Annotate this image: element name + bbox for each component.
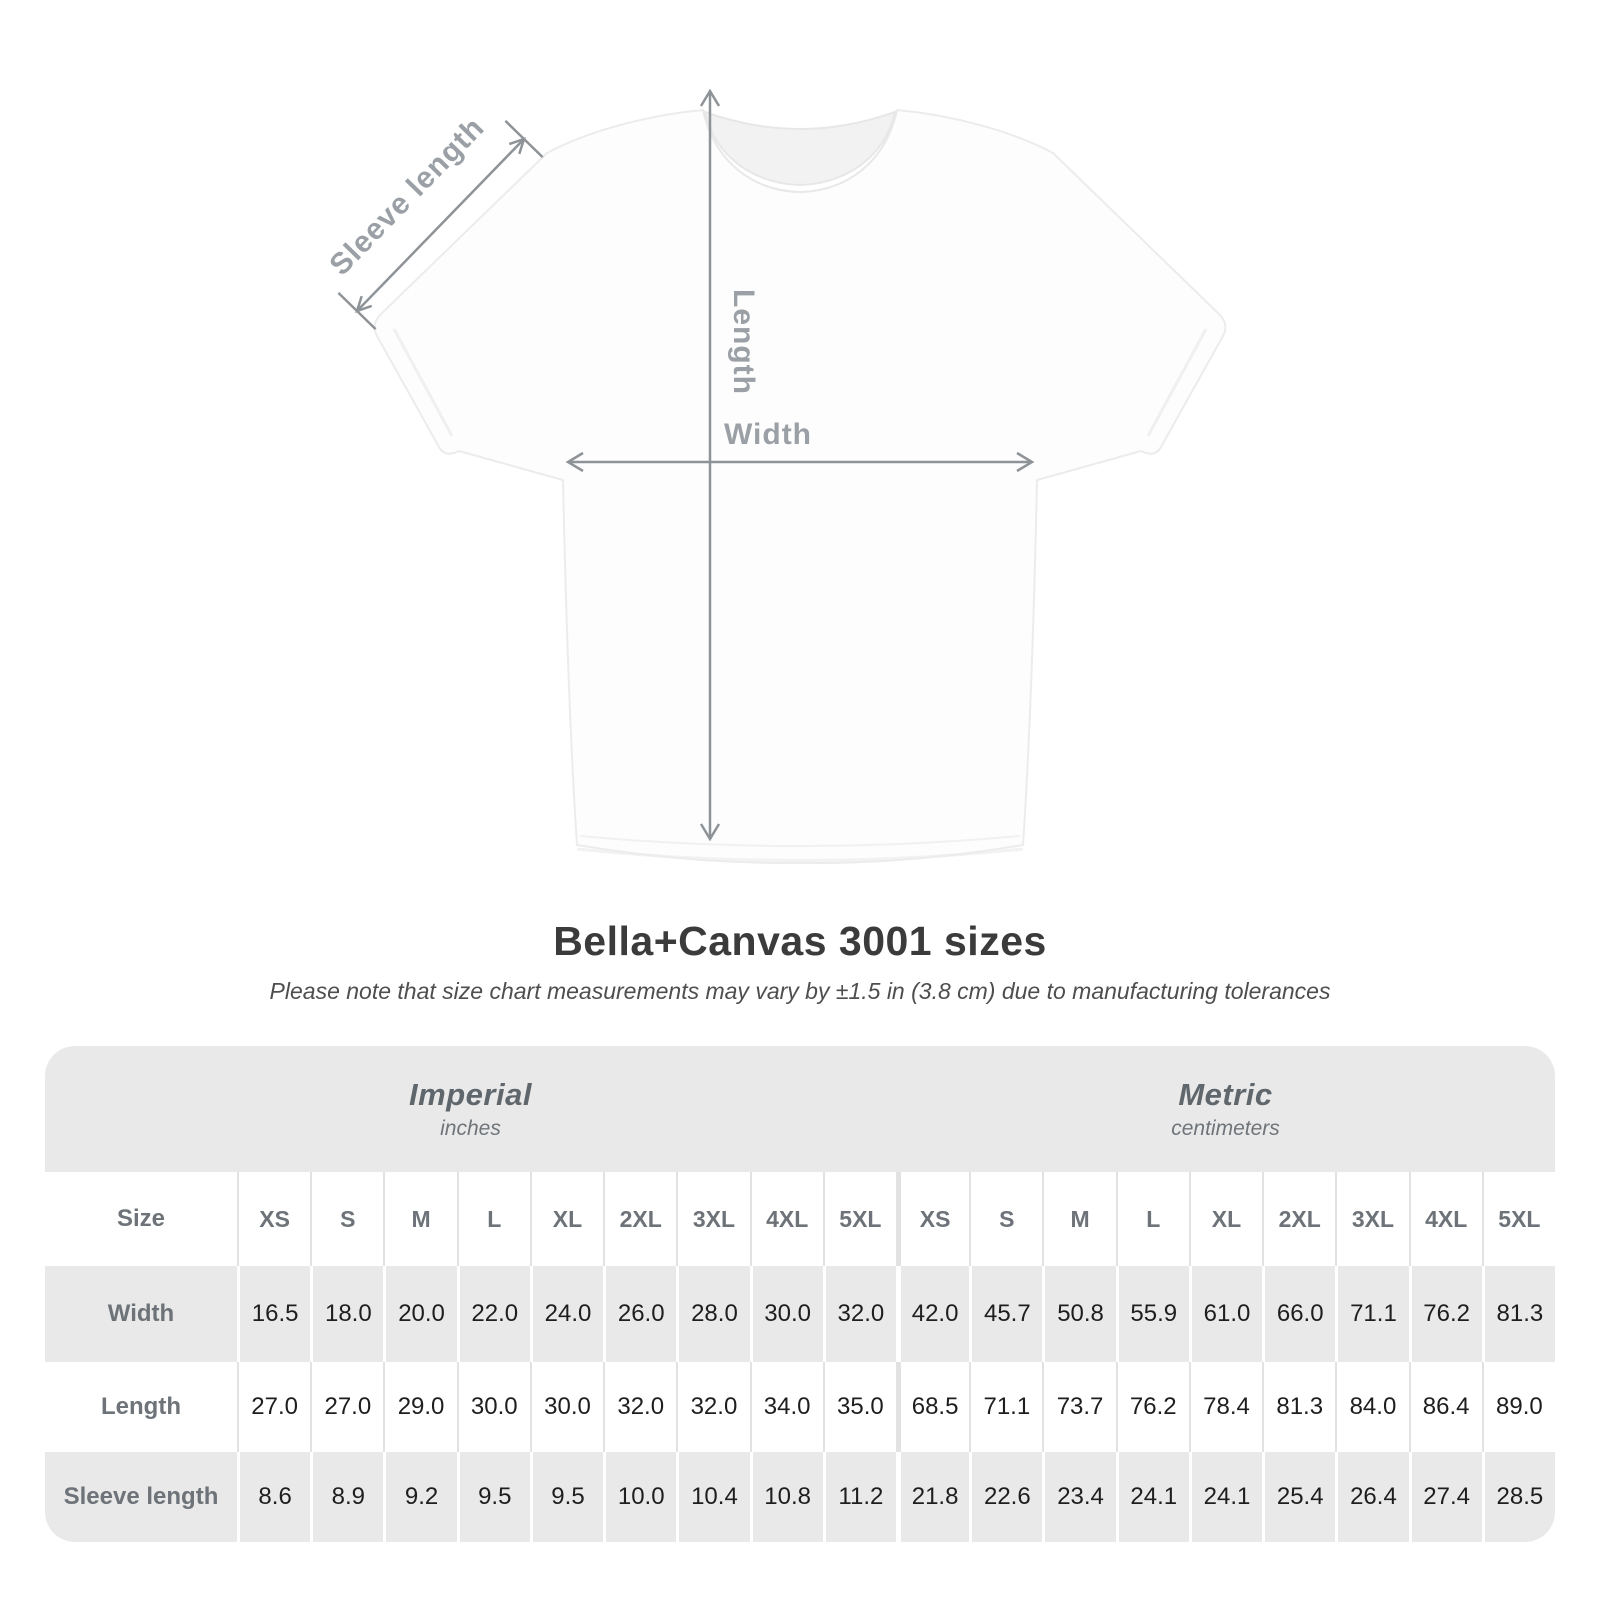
- sleeve-length-label: Sleeve length: [323, 110, 491, 282]
- size-col-imperial-xs: XS: [237, 1172, 310, 1266]
- size-col-metric-xs: XS: [896, 1172, 969, 1266]
- metric-value: 76.2: [1409, 1266, 1482, 1362]
- metric-value: 68.5: [896, 1362, 969, 1452]
- metric-value: 27.4: [1409, 1452, 1482, 1542]
- size-col-metric-l: L: [1116, 1172, 1189, 1266]
- imperial-value: 32.0: [823, 1266, 896, 1362]
- imperial-value: 30.0: [457, 1362, 530, 1452]
- width-label: Width: [723, 418, 813, 451]
- metric-value: 66.0: [1262, 1266, 1335, 1362]
- metric-value: 73.7: [1042, 1362, 1115, 1452]
- size-col-metric-4xl: 4XL: [1409, 1172, 1482, 1266]
- metric-value: 55.9: [1116, 1266, 1189, 1362]
- row-label: Width: [107, 1300, 175, 1327]
- imperial-value: 10.0: [603, 1452, 676, 1542]
- size-col-imperial-xl: XL: [530, 1172, 603, 1266]
- size-col-metric-2xl: 2XL: [1262, 1172, 1335, 1266]
- table-row-sleeve-length: [45, 1452, 1555, 1542]
- imperial-label: Imperial: [409, 1077, 532, 1112]
- imperial-value: 27.0: [310, 1362, 383, 1452]
- imperial-value: 24.0: [530, 1266, 603, 1362]
- imperial-unit: inches: [440, 1117, 501, 1140]
- size-col-metric-s: S: [969, 1172, 1042, 1266]
- metric-value: 45.7: [969, 1266, 1042, 1362]
- metric-value: 81.3: [1482, 1266, 1555, 1362]
- imperial-value: 27.0: [237, 1362, 310, 1452]
- units-header-row: [45, 1046, 1555, 1172]
- page-subtitle: Please note that size chart measurements may vary by ±1.5 in (3.8 cm) due to manufacturing tolerances: [269, 978, 1331, 1004]
- imperial-value: 9.5: [530, 1452, 603, 1542]
- imperial-value: 8.9: [310, 1452, 383, 1542]
- size-header-label: Size: [116, 1205, 166, 1232]
- size-header-row: [45, 1172, 1555, 1266]
- imperial-value: 10.4: [676, 1452, 749, 1542]
- imperial-value: 18.0: [310, 1266, 383, 1362]
- size-col-metric-3xl: 3XL: [1335, 1172, 1408, 1266]
- size-col-imperial-l: L: [457, 1172, 530, 1266]
- page-title: Bella+Canvas 3001 sizes: [553, 918, 1047, 964]
- metric-value: 26.4: [1335, 1452, 1408, 1542]
- imperial-value: 20.0: [383, 1266, 456, 1362]
- metric-value: 23.4: [1042, 1452, 1115, 1542]
- metric-value: 42.0: [896, 1266, 969, 1362]
- metric-value: 81.3: [1262, 1362, 1335, 1452]
- size-table: [45, 1046, 1555, 1542]
- row-label: Sleeve length: [63, 1483, 219, 1510]
- imperial-value: 35.0: [823, 1362, 896, 1452]
- imperial-value: 29.0: [383, 1362, 456, 1452]
- length-label: Length: [727, 289, 760, 395]
- imperial-value: 30.0: [750, 1266, 823, 1362]
- metric-value: 24.1: [1189, 1452, 1262, 1542]
- imperial-value: 30.0: [530, 1362, 603, 1452]
- imperial-value: 16.5: [237, 1266, 310, 1362]
- size-col-imperial-4xl: 4XL: [750, 1172, 823, 1266]
- metric-value: 22.6: [969, 1452, 1042, 1542]
- metric-value: 25.4: [1262, 1452, 1335, 1542]
- metric-value: 84.0: [1335, 1362, 1408, 1452]
- metric-value: 76.2: [1116, 1362, 1189, 1452]
- imperial-value: 10.8: [750, 1452, 823, 1542]
- size-col-imperial-5xl: 5XL: [823, 1172, 896, 1266]
- imperial-value: 11.2: [823, 1452, 896, 1542]
- metric-value: 61.0: [1189, 1266, 1262, 1362]
- metric-value: 21.8: [896, 1452, 969, 1542]
- metric-value: 24.1: [1116, 1452, 1189, 1542]
- size-col-imperial-s: S: [310, 1172, 383, 1266]
- imperial-value: 22.0: [457, 1266, 530, 1362]
- imperial-value: 9.2: [383, 1452, 456, 1542]
- metric-value: 71.1: [969, 1362, 1042, 1452]
- metric-value: 50.8: [1042, 1266, 1115, 1362]
- size-col-metric-m: M: [1042, 1172, 1115, 1266]
- metric-value: 89.0: [1482, 1362, 1555, 1452]
- imperial-value: 34.0: [750, 1362, 823, 1452]
- table-row-width: [45, 1266, 1555, 1362]
- metric-label: Metric: [1178, 1077, 1273, 1112]
- table-row-length: [45, 1362, 1555, 1452]
- tshirt-outline: [375, 110, 1226, 863]
- metric-section-header: [896, 1046, 1555, 1172]
- size-col-imperial-3xl: 3XL: [676, 1172, 749, 1266]
- imperial-value: 26.0: [603, 1266, 676, 1362]
- size-col-imperial-2xl: 2XL: [603, 1172, 676, 1266]
- row-label: Length: [101, 1393, 181, 1420]
- size-col-metric-xl: XL: [1189, 1172, 1262, 1266]
- imperial-value: 8.6: [237, 1452, 310, 1542]
- metric-value: 86.4: [1409, 1362, 1482, 1452]
- measurement-rows: [45, 1266, 1555, 1542]
- imperial-section-header: [45, 1046, 896, 1172]
- imperial-value: 9.5: [457, 1452, 530, 1542]
- metric-unit: centimeters: [1171, 1117, 1280, 1140]
- imperial-value: 28.0: [676, 1266, 749, 1362]
- imperial-value: 32.0: [603, 1362, 676, 1452]
- size-col-imperial-m: M: [383, 1172, 456, 1266]
- imperial-value: 32.0: [676, 1362, 749, 1452]
- metric-value: 71.1: [1335, 1266, 1408, 1362]
- metric-value: 78.4: [1189, 1362, 1262, 1452]
- size-col-metric-5xl: 5XL: [1482, 1172, 1555, 1266]
- metric-value: 28.5: [1482, 1452, 1555, 1542]
